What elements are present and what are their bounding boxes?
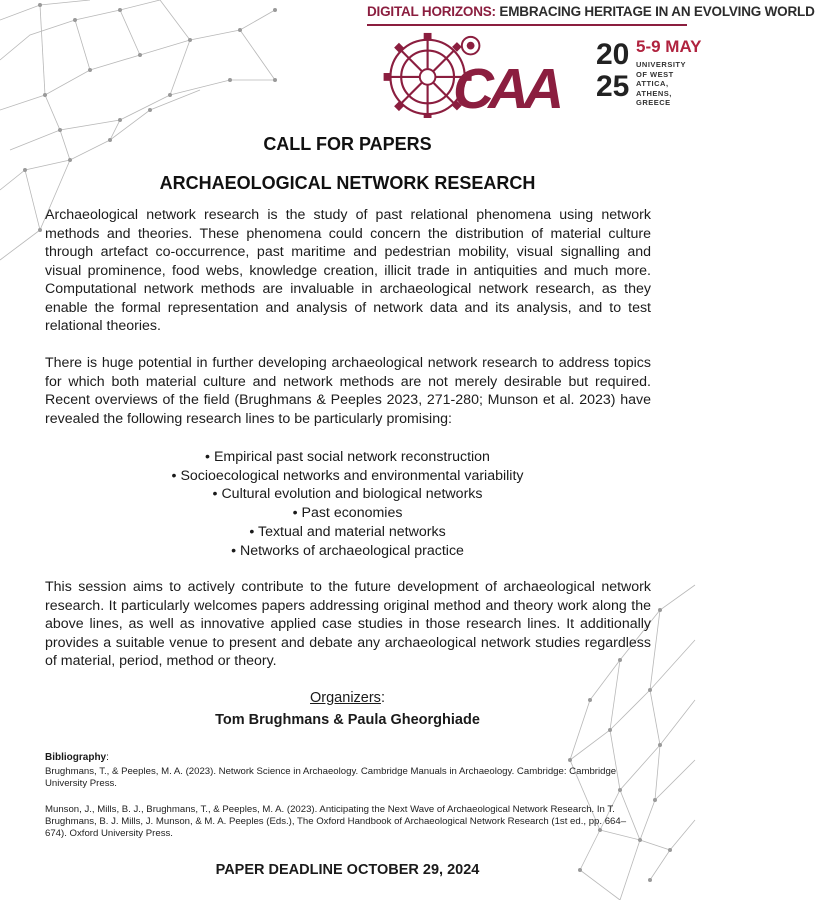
organizers-colon: : bbox=[380, 690, 385, 706]
year-top: 20 bbox=[596, 38, 630, 71]
page-title: CALL FOR PAPERS bbox=[263, 134, 432, 154]
paper-deadline: PAPER DEADLINE OCTOBER 29, 2024 bbox=[215, 862, 480, 878]
list-item: • Empirical past social network reconstruction bbox=[0, 448, 695, 467]
tagline-part-a: DIGITAL HORIZONS: bbox=[367, 4, 496, 19]
organizers-names: Tom Brughmans & Paula Gheorghiade bbox=[215, 712, 480, 728]
tagline-part-b: EMBRACING HERITAGE IN AN EVOLVING WORLD bbox=[499, 4, 815, 19]
list-item: • Cultural evolution and biological networks bbox=[0, 485, 695, 504]
list-item: • Socioecological networks and environmental variability bbox=[0, 467, 695, 486]
caa-logo bbox=[378, 30, 618, 122]
bibliography-entry: Munson, J., Mills, B. J., Brughmans, T., & Peeples, M. A. (2023). Anticipating the Next Wave of Archaeological Network Research. In T. Brughmans, B. J. Mills, J. Munson, & M. A. Peeples (Eds.), The Oxford Handbook of Archaeological Network Research (1st ed., pp. 664–674). Oxford University Press. bbox=[45, 804, 627, 839]
organizers-label: Organizers bbox=[310, 690, 381, 706]
conference-dates: 5-9 MAY bbox=[636, 37, 702, 56]
list-item: • Textual and material networks bbox=[0, 523, 695, 542]
session-title: ARCHAEOLOGICAL NETWORK RESEARCH bbox=[159, 173, 536, 193]
list-item: • Past economies bbox=[0, 504, 695, 523]
session-aims-paragraph: This session aims to actively contribute to the future development of archaeological network research. It particularly welcomes papers addressing original method and theory work along the above lines, as well as innovative applied case studies in those research lines. It additionally provides a suitable venue to present and debate any archaeological network studies regardless of material, period, method or theory. bbox=[45, 579, 651, 669]
conference-tagline bbox=[367, 4, 815, 19]
banner-rule bbox=[367, 24, 687, 26]
conference-venue: UNIVERSITY OF WEST ATTICA, ATHENS, GREECE bbox=[636, 60, 687, 107]
logo-wordmark: CAA bbox=[453, 58, 559, 122]
bibliography-colon: : bbox=[106, 752, 109, 763]
bibliography-label: Bibliography bbox=[45, 752, 107, 763]
research-lines-list bbox=[0, 448, 695, 560]
potential-paragraph: There is huge potential in further developing archaeological network research to address topics for which both material culture and network methods are not merely desirable but required. Recent overviews of the field (Brughmans & Peeples 2023, 271-280; Munson et al. 2023) have revealed the following research lines to be particularly promising: bbox=[45, 355, 651, 427]
list-item: • Networks of archaeological practice bbox=[0, 542, 695, 561]
year-bottom: 25 bbox=[596, 70, 630, 103]
bibliography-entry: Brughmans, T., & Peeples, M. A. (2023). Network Science in Archaeology. Cambridge Manuals in Archaeology. Cambridge: Cambridge University Press. bbox=[45, 766, 617, 789]
intro-paragraph: Archaeological network research is the study of past relational phenomena using network methods and theories. These phenomena could concern the distribution of material culture through artefact co-occurrence, past maritime and pedestrian mobility, visual signalling and visual prominence, food webs, knowledge creation, illicit trade in antiquities and much more. Computational network methods are invaluable in archaeological network research, as they enable the formal representation and analysis of network data and its analysis, and to test relational theories. bbox=[45, 207, 651, 334]
bibliography-heading bbox=[45, 752, 109, 763]
organizers-heading bbox=[0, 690, 695, 706]
